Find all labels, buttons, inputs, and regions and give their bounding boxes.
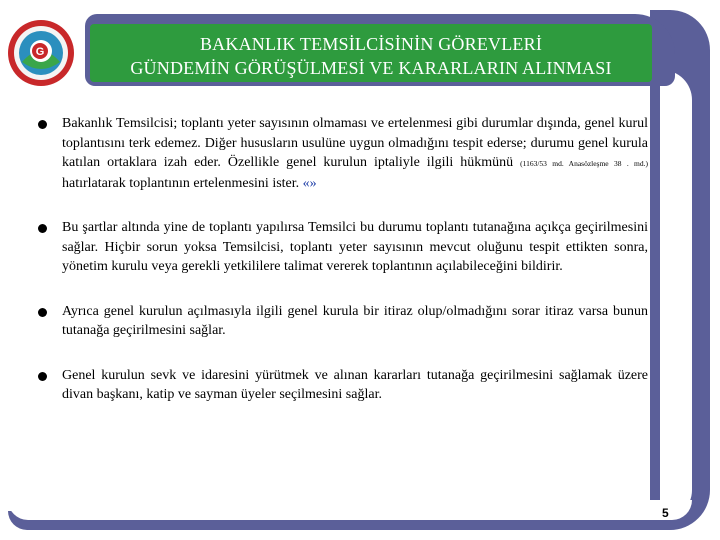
list-item	[38, 114, 648, 193]
list-item	[38, 218, 648, 277]
item-text-cont: hatırlatarak toplantının ertelenmesini ister.	[62, 175, 300, 191]
bullet-icon	[38, 372, 47, 381]
item-text: Genel kurulun sevk ve idaresini yürütmek ve alınan kararları tutanağa geçirilmesini sağlamak üzere divan başkanı, katip ve sayman üyeler seçilmesini sağlar.	[62, 367, 648, 402]
list-item	[38, 366, 648, 405]
slide-frame-inner	[660, 70, 692, 520]
bullet-icon	[38, 120, 47, 129]
page-number: 5	[662, 506, 669, 520]
bullet-icon	[38, 224, 47, 233]
law-reference: (1163/53 md. Anasözleşme 38 . md.)	[520, 159, 649, 168]
slide-frame-bottom-inner	[8, 500, 692, 520]
list-item	[38, 302, 648, 341]
item-text: Bakanlık Temsilcisi; toplantı yeter sayısının olmaması ve ertelenmesi gibi durumlar dışında, genel kurul toplantısını terk edemez. Diğer hususların usulüne uygun olmadığını tespit ederse; durumu genel kurula katılan ortaklara izah eder. Özellikle genel kurulun iptaliyle ilgili hükmünü	[62, 116, 648, 170]
page-title-line2: GÜNDEMİN GÖRÜŞÜLMESİ VE KARARLARIN ALINMASI	[130, 58, 612, 78]
item-text: Bu şartlar altında yine de toplantı yapılırsa Temsilci bu durumu toplantı tutanağına açıkça geçirilmesini sağlar. Hiçbir sorun yoksa Temsilcisi, toplantı yeter sayısının mevcut oluğunu tespit ettikten sonra, yönetim kurulu veya gerekli yetkililere talimat vererek toplantının açılabileceğini bildirir.	[62, 220, 648, 274]
bullet-icon	[38, 308, 47, 317]
quote-mark: «»	[302, 175, 317, 191]
item-text: Ayrıca genel kurulun açılmasıyla ilgili genel kurula bir itiraz olup/olmadığını sorar itiraz varsa bunun tutanağa geçirilmesini sağlar.	[62, 303, 648, 338]
page-title-line1: BAKANLIK TEMSİLCİSİNİN GÖREVLERİ	[199, 34, 543, 54]
content-area	[38, 114, 648, 430]
emblem-letter: G	[35, 46, 45, 58]
ministry-emblem-icon	[6, 18, 76, 88]
